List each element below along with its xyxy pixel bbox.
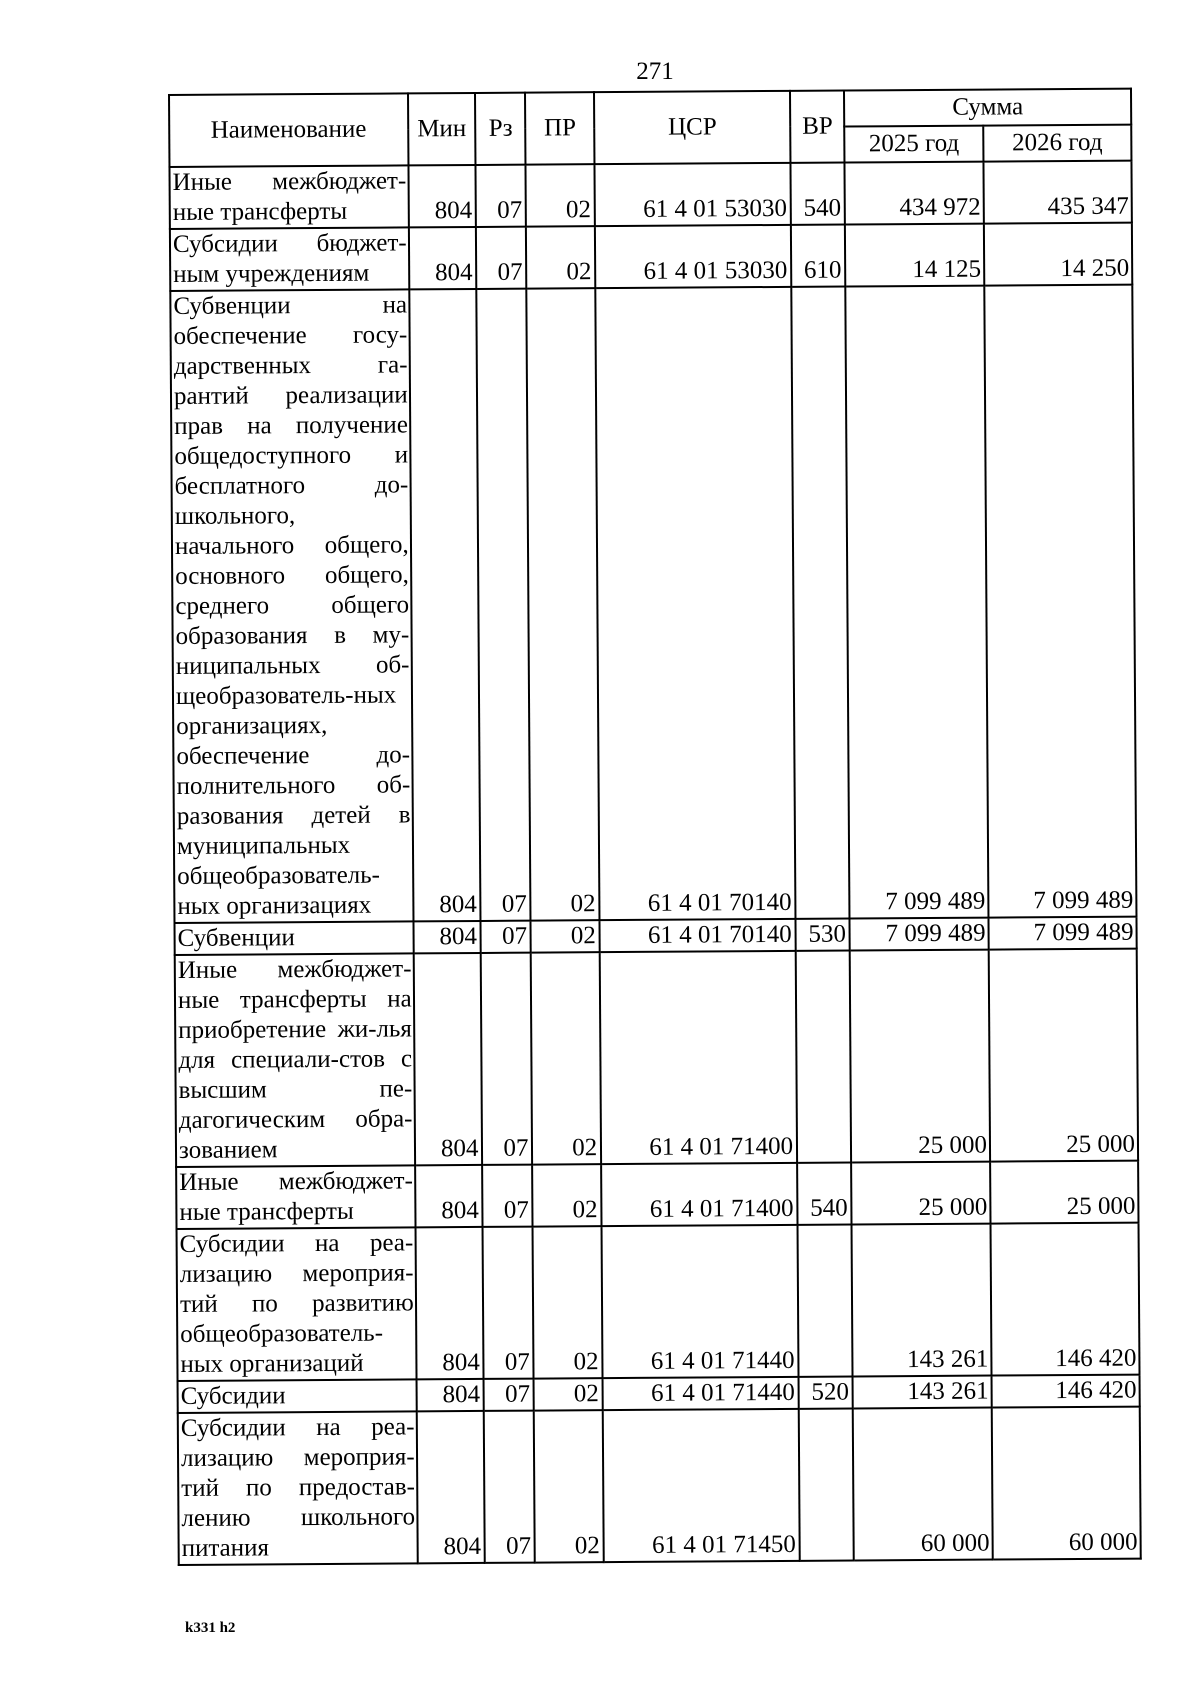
row-name: Субвенции на обеспечение госу-дарственных га-рантий реализации прав на получение общедоступного и бесплатного до-школьного, начального общего, основного общего, среднего общего образования в му-ниципальных об-щеобразователь-ных организациях, обеспечение до-полнительного об-разования детей в муниципальных общеобразователь-ных организациях xyxy=(170,289,413,923)
table-row xyxy=(175,949,1138,1167)
row-amount-2026: 435 347 xyxy=(983,161,1131,224)
row-csr: 61 4 01 71400 xyxy=(600,951,797,1164)
row-min: 804 xyxy=(408,165,476,227)
row-vr xyxy=(798,1224,853,1376)
table-body xyxy=(169,161,1140,1565)
header-vr: ВР xyxy=(790,91,845,163)
budget-table xyxy=(168,88,1142,1566)
row-name: Субсидии на реа-лизацию мероприя-тий по предостав-лению школьного питания xyxy=(178,1411,418,1565)
row-amount-2026: 25 000 xyxy=(989,949,1138,1162)
row-amount-2025: 25 000 xyxy=(851,1162,990,1225)
row-rz: 07 xyxy=(476,227,526,289)
header-year-2026: 2026 год xyxy=(983,125,1131,162)
row-vr xyxy=(796,950,852,1162)
row-pr: 02 xyxy=(527,288,600,920)
row-csr: 61 4 01 71440 xyxy=(603,1377,799,1410)
row-vr: 540 xyxy=(791,163,846,225)
row-vr xyxy=(791,287,849,919)
row-min: 804 xyxy=(416,1411,485,1563)
row-csr: 61 4 01 53030 xyxy=(595,225,791,288)
row-amount-2025: 143 261 xyxy=(853,1376,992,1409)
row-vr: 610 xyxy=(791,225,846,287)
row-name: Субсидии бюджет-ным учреждениям xyxy=(170,227,409,291)
header-sum: Сумма xyxy=(844,89,1131,127)
footer-code: k331 h2 xyxy=(185,1620,236,1636)
row-amount-2025: 434 972 xyxy=(845,162,984,225)
row-rz: 07 xyxy=(476,165,526,227)
row-min: 804 xyxy=(415,1165,483,1227)
table-row xyxy=(176,1161,1138,1229)
row-pr: 02 xyxy=(526,226,595,288)
page-number: 271 xyxy=(636,58,674,85)
row-min: 804 xyxy=(413,953,482,1165)
row-csr: 61 4 01 71450 xyxy=(603,1409,800,1562)
row-pr: 02 xyxy=(533,1164,602,1226)
header-rz: Рз xyxy=(475,93,525,165)
row-rz: 07 xyxy=(484,1379,534,1411)
row-amount-2026: 7 099 489 xyxy=(988,917,1136,950)
row-name: Субсидии на реа-лизацию мероприя-тий по развитию общеобразователь-ных организаций xyxy=(177,1227,417,1381)
row-name: Иные межбюджет-ные трансферты xyxy=(169,165,408,229)
header-year-2025: 2025 год xyxy=(845,126,984,163)
row-rz: 07 xyxy=(477,289,531,921)
row-name: Субсидии xyxy=(178,1379,417,1413)
row-rz: 07 xyxy=(483,1227,534,1379)
row-rz: 07 xyxy=(481,953,532,1165)
row-name: Субвенции xyxy=(174,921,413,955)
row-rz: 07 xyxy=(481,921,531,953)
row-csr: 61 4 01 70140 xyxy=(596,287,796,920)
row-vr: 520 xyxy=(799,1376,853,1408)
table-row xyxy=(177,1223,1140,1381)
row-name: Иные межбюджет-ные трансферты на приобретение жи-лья для специали-стов с высшим пе-дагогическим обра-зованием xyxy=(175,953,415,1167)
row-amount-2026: 60 000 xyxy=(992,1407,1141,1560)
row-pr: 02 xyxy=(531,920,600,952)
row-amount-2025: 60 000 xyxy=(853,1408,993,1561)
table-row xyxy=(178,1407,1141,1565)
table-row xyxy=(170,223,1132,291)
row-csr: 61 4 01 71440 xyxy=(602,1225,799,1378)
header-min: Мин xyxy=(408,93,476,165)
row-amount-2026: 14 250 xyxy=(984,223,1132,286)
row-min: 804 xyxy=(415,1227,484,1379)
row-amount-2026: 25 000 xyxy=(990,1161,1138,1224)
row-min: 804 xyxy=(416,1379,484,1411)
row-amount-2026: 146 420 xyxy=(991,1375,1139,1408)
row-min: 804 xyxy=(409,289,481,921)
row-amount-2026: 7 099 489 xyxy=(984,285,1136,918)
row-csr: 61 4 01 70140 xyxy=(600,919,796,952)
row-pr: 02 xyxy=(534,1410,604,1562)
row-amount-2025: 14 125 xyxy=(845,224,984,287)
row-amount-2025: 7 099 489 xyxy=(846,286,989,919)
table-row xyxy=(169,161,1131,229)
row-min: 804 xyxy=(409,227,477,289)
row-pr: 02 xyxy=(531,952,601,1164)
row-csr: 61 4 01 53030 xyxy=(595,163,791,226)
row-pr: 02 xyxy=(534,1378,603,1410)
header-pr: ПР xyxy=(525,92,594,164)
table-row xyxy=(170,285,1136,923)
row-pr: 02 xyxy=(526,164,595,226)
header-name: Наименование xyxy=(169,93,408,167)
row-amount-2025: 25 000 xyxy=(850,950,990,1163)
row-amount-2025: 143 261 xyxy=(852,1224,992,1377)
row-amount-2026: 146 420 xyxy=(990,1223,1139,1376)
row-rz: 07 xyxy=(484,1411,535,1563)
row-csr: 61 4 01 71400 xyxy=(601,1163,797,1226)
row-vr: 530 xyxy=(796,918,850,950)
row-vr: 540 xyxy=(797,1162,852,1224)
row-min: 804 xyxy=(413,921,481,953)
row-rz: 07 xyxy=(483,1165,533,1227)
header-csr: ЦСР xyxy=(594,91,790,164)
row-amount-2025: 7 099 489 xyxy=(850,918,989,951)
row-name: Иные межбюджет-ные трансферты xyxy=(176,1165,415,1229)
row-vr xyxy=(799,1408,854,1560)
row-pr: 02 xyxy=(533,1226,603,1378)
